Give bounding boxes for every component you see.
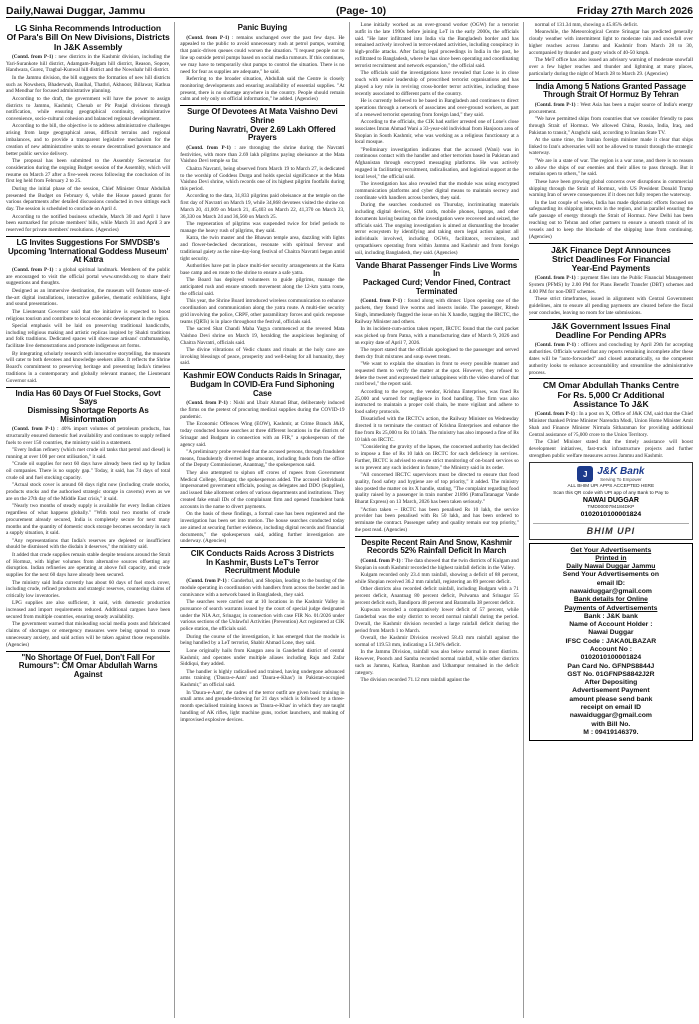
divider [6,651,170,652]
headline-vaishno-devi[interactable]: Surge Of Devotees At Mata Vaishno Devi Shrine During Navratri, Over 2.69 Lakh Offered Prayers [187,107,338,143]
article-cm-thanks-body: (Contd. from P-1) : In a post on X, Office of J&K CM, said that the Chief Minister thanked Prime Minister Narendra Modi, Union Home Minister Amit Shah and Finance Minister Nirmala Sitharaman for providing additional Central assistance of ?5,000 crore to the Union Territory. The Chief Minister stated that the timely assistance will boost development initiatives, fast-track infrastructure projects and further strengthen public welfare measures across Jammu and Kashmir. [528,411,693,459]
column-2 [180,22,349,1018]
jk-bank-logo-icon: J [577,466,593,482]
article-cik-raids-continued: Lone initially worked as an over-ground worker (OGW) for a terrorist outfit in the late 1990s before joining LeT in the early 2000s, the officials said. "He later infiltrated into India via the Bangladesh border and has remained actively involved in terror-related activities, including conspiracy in high-profile attacks. After facing legal proceedings in India in the past, he exfiltrated to Bangladesh, where he has since been operating and coordinating terrorist recruitment and network expansion," the official said. The officials said the investigations have revealed that Lone is in close touch with senior leadership of proscribed terrorist organisations and has played a key role in reviving cross-border terror activities, including those recently associated to different parts of the country. He is currently believed to be based in Bangladesh and continues to direct operations through a network of associates and over-ground workers, as part of a renewed terrorist operating from foreign land," they said. According to the officials, the CIK had earlier arrested one of Lone's close associates Imran Ahmad Wani a 33-year-old individual from Hanjoora area of Shopian in South Kashmir, who was working as a religious functionary at a local mosque. "Preliminary investigation indicates that the accused (Wani) was in continuous contact with the handler and other terrorists based in Pakistan and Afghanistan through encrypted messaging platforms. He was actively engaged in facilitating recruitment, radicalisation, and logistical support at the local level," the official said. The investigation has also revealed that the module was using encrypted communication platforms and cyber digital means to maintain secrecy and coordinate with handlers across borders, they said. During the searches conducted on Thursday, incriminating materials including digital devices, SIM cards, mobile phones, laptops, and other documents having bearing on the investigation were recovered and seized, the officials said. The ongoing investigation is aimed at dismantling the broader terror ecosystem by identifying and taking stern legal action against all individuals involved, including OGWs, facilitators, recruiters, and sympathisers operating from within Jammu and Kashmir and from foreign soil, including Bangladesh, they said. (Agencies) [354,22,519,256]
headline-cik-raids[interactable]: CIK Conducts Raids Across 3 Districts In Kashmir, Busts LeT's Terror Recruitment Module [190,549,334,576]
article-cik-raids-body: (Contd. from P-1) : Ganderbal, and Shopian, leading to the busting of the module operating in coordination with handlers from across the border and in connivance with a network based in Bangladesh, they said. The searches were carried out at 10 locations in the Kashmir Valley in pursuance of search warrants issued by the court of special judge designated under the NIA Act, Srinagar, in connection with case FIR No. 01/2026 under various sections of the Unlawful Activities (Prevention) Act registered at CIK police station, the officials said. During the course of the investigation, it has emerged that the module is being handled by a LeT terrorist, Shabir Ahmad Lone, they said. Lone originally hails from Kangan area in Ganderbal district of central Kashmir, and operates under multiple aliases including Raju and Zafar Siddiqui, they added. The handler is highly radicalised and trained, having undergone advanced arms training ('Daura-e-Aam' and 'Daura-e-Khas') in Pakistan-occupied Kashmir," an official said. In 'Daura-e-Aam', the cadres of the terror outfit are given basic training in small arms and grenade-throwing for 21 days which is followed by a three-month specialised training known as 'Daura-e-Khas' in which they are taught handling of AK rifles, light machine guns, rocket launchers, and making of improvised explosive devices. [180,578,345,723]
article-kashmir-rainfall-body: (Contd. from P-1) : The data showed that the twin districts of Kulgam and Shopian in south Kashmir recorded the highest rainfall deficits in the Valley. Kulgam recorded only 23.4 mm rainfall, showing a deficit of 88 percent, while Shopian received 36.2 mm rainfall, registering an 89 percent deficit. Other districts also recorded deficit rainfall, including Budgam with a 71 percent deficit, Anantnag 80 percent deficit, Pulwama and Srinagar 55 percent deficit each, Bandipora 48 percent and Baramulla 38 percent deficit. Kupwara recorded a comparatively lower deficit of 57 percent, while Ganderbal was the only district to record normal rainfall during the period. Overall, the Kashmir division recorded a large rainfall deficit during the period from March 1 to March. Overall, the Kashmir Division received 58.43 mm rainfall against the normal of 119.53 mm, indicating a 51.94% deficit. In the Jammu Division, rainfall was also below normal in most districts. However, Poonch and Samba recorded normal rainfall, while other districts such as Jammu, Kathua, Ramban and Udhampur remained in the deficit category. The division recorded 71.12 mm rainfall against the [354,558,519,683]
article-vande-bharat-body: (Contd. from P-1) : found along with dinner. Upon opening one of the packets, they found live worms and insects inside. The passenger, Ritesh Singh, immediately flagged the issue on his X handle, tagging the IRCTC, the Railway Minister and others. In its incident-cum-action taken report, IRCTC found that the curd packet was picked up from Patna, with a manufacturing date of March 9, 2026 and an expiry date of April 7, 2026. The report stated that the officials apologised to the passenger and served them dry fruit mixtures and soup sweet treats. "We want to explain the situation in front to every possible manner and requested them to verify the matter at the spot. However, they refused to delete the tweet and expressed their unhappiness with the video shared of that curd bowl," the report said. According to the report, the vendor, Krishna Enterprises, was fined Rs 25,000 and warned for negligence in food handling. The firm was also instructed to maintain a proper cold chain, be more vigilant and adhere to food safety protocols. Dissatisfied with the IRCTC's action, the Railway Minister on Wednesday directed it to terminate the contract of Krishna Enterprises and enhance the fine from Rs 25,000 to Rs 10 lakh. The ministry has also imposed a fine of Rs 10 lakh on IRCTC. "Considering the gravity of the lapses, the concerned authority has decided to impose a fine of Rs 10 lakh on IRCTC for such deficiency in services. Further, IRCTC is advised to ensure strict monitoring of on-board services so as to prevent any such incident in future," the Ministry said in its order. "All concerned IRCTC supervisors must be directed to ensure that food quality, food safety and hygiene are of top priority," it added. The ministry also posted the matter on its X handle, stating, "The complaint regarding food quality raised by a passenger in train number 21896 (PatnaTatanagar Vande Bharat Express) on 13 March, 2026 has been taken seriously." "Action taken -- IRCTC has been penalised Rs 10 lakh, the service provider has been penalised with Rs 50 lakh, and has been ordered to terminate the contract. Passenger safety and quality remain our top priority," the post read. (Agencies) [354,298,519,533]
divider [529,243,693,244]
article-fuel-stocks-body: (Contd. from P-1) : 40% import volumes of petroleum products, has structurally ensured domestic fuel availability and continues to supply refined fuels to over 150 countries, the ministry said in a statement. "Every Indian refinery (which met crude oil tanks that petrol and diesel) is running at over 100 per cent utilisation," it said. "Crude oil supplies for next 60 days have already been tied up by Indian oil companies. There is no supply gap." Today, it said, has 74 days of total crude oil and fuel stocking capacity. "Actual stock cover is around 60 days right now (including crude stocks, products stocks and the authorised strategic storage in caverns) even as we are on the 27th day of the Middle East crisis," it said. "Nearly two months of steady supply is available for every Indian citizen regardless of what happens globally." "With total two months of crude procurement already secured, India is completely secure for next many months and the quantity of domestic stock storage becomes secondary in such a supply situation, it said. "Any representations that India's reserves are depleted or insufficient should be dismissed with the disdain it deserves," the ministry said. It added that crude supplies remain stable despite tensions around the Strait of Hormuz, with higher volumes from alternative sources offsetting any disruption. Indian refineries are operating at above full capacity, and crude supplies for the next 60 days have already been secured. The ministry said India currently has about 60 days of fuel stock cover, including crude, refined products and strategic reserves, countering claims of critically low inventories. LPG supplies are also sufficient, it said, with domestic production increased and import requirements reduced. Additional cargoes have been secured from multiple countries, ensuring steady availability. The government warned that misleading social media posts and fabricated claims of shortages or emergency measures were being spread to create unnecessary anxiety, and said action will be taken against those responsible. (Agencies) [6,426,171,648]
masthead-publication: Daily,Nawai Duggar, Jammu [6,4,146,17]
divider [6,236,170,237]
headline-panic-buying[interactable]: Panic Buying [237,23,288,32]
headline-finance-deadlines[interactable]: J&K Finance Dept Announces Strict Deadlines For Financial Year-End Payments [550,244,671,274]
bank-tagline: Serving To Empower [600,477,642,483]
headline-vande-bharat[interactable]: Vande Bharat Passenger Finds Live Worms In Packaged Curd; Vendor Fined, Contract Terminated [356,260,518,296]
article-hormuz-body: (Contd. from P-1) : West Asia has been a major source of India's energy procurement. "We have permitted ships from countries that we consider friendly to pass through Strait of Hormuz. We allowed China, Russia, India, Iraq, and Pakistan to transit," Araghchi said, according to Iranian State TV. At the same time, the Iranian foreign minister made it clear that ships linked to Iran's adversaries will not be allowed to transit through the strategic waterway. "We are in a state of war. The region is a war zone, and there is no reason to allow the ships of our enemies and their allies to pass through. But it remains open to others," he said. These have been growing global concerns over disruptions in commercial shipping through the Strait of Hormuz, with US President Donald Trump warning Iran of severe consequences if it does not fully reopen the waterway. In the last couple of weeks, India has made diplomatic efforts focused on safeguarding its shipping interests in the region, and in parallel ensuring the safe passage of energy through the Strait of Hormuz. New Delhi has been reaching out to Tehran and other partners to ensure a smooth transit of its vessels and to keep the blockade of the shipping lane from continuing. (Agencies) [528,101,693,240]
article-vaishno-devi-body: (Contd. from P-1) : are thronging the shrine during the Navratri festivities, with more than 2.69 lakh pilgrims paying obeisance at the Mata Vaishno Devi temple so far. Chaitra Navratri, being observed from March 19 to March 27, is dedicated to the worship of Goddess Durga and holds special significance at the Mata Vaishno Devi shrine, which records one of its highest pilgrim footfalls during this period. According to the data, 31,833 pilgrims paid obeisance at the temple on the first day of Navratri on March 19, while 34,868 devotees visited the shrine on March 20, 41,009 on March 21, 45,403 on March 22, 41,370 on March 23, 36,330 on March 24 and 36,560 on March 25. The regeneration of pilgrims was suspended twice for brief periods to manage the heavy rush of pilgrims, they said. Katra, the twin master and the Bhawan temple area, dazzling with lights and flower-bedecked decorations, resonate with spiritual fervour and traditional gaiety as the nine-day-long festival of Chaitra Navratri began amid tight security. Authorities have put in place multi-tier security arrangements at the Katra base camp and en route to the shrine to ensure a safe yatra. The Board has deployed volunteers to guide pilgrims, manage the anticipated rush and ensure smooth movement along the 12-km yatra route, the official said. This year, the Shrine Board introduced wireless communication to enhance coordination and communication along the yatra route. A multi-tier security grid involving the police, CRPF, other paramilitary forces and quick response teams (QRTs) is in place throughout the festival, officials said. The sacred Shat Chandi Maha Yagya commenced at the revered Mata Vaishno Devi shrine on March 19, heralding the auspicious beginning of Chaitra Navratri, officials said. The divine vibrations of Vedic chants and rituals at the holy cave are invoking blessings of peace, prosperity and well-being for all humanity, they said. [180,144,345,367]
headline-smvdsb-museum[interactable]: LG Invites Suggestions For SMVDSB's Upcoming 'International Goddess Museum' At Katra [7,237,169,265]
contact-phone[interactable]: M : 09419146379. [583,728,639,736]
account-number: 0102010100001824 [580,511,642,519]
upi-accepted-text: ALL BHIM UPI APPS ACCEPTED HERE [567,484,655,490]
scan-instruction: Scan this QR code with UPI app of any Bank to Pay to [553,490,669,496]
headline-eow-raids[interactable]: Kashmir EOW Conducts Raids In Srinagar, Budgam In COVID-Era Fund Siphoning Case [183,371,342,398]
article-finance-body: (Contd. from P-1) : payment files into the Public Financial Management System (PFMS) by 2.00 PM for Plans Benefit Transfer (DBT) schemes and 4.00 PM for non-DBT schemes. These strict timeframes, issued in alignment with Central Government guidelines, aim to ensure all pending payments are cleared before the fiscal year concludes, leaving no room for late submissions. [528,275,693,316]
article-rainfall-continued: normal of 131.34 mm, showing a 45.85% deficit. Meanwhile, the Meteorological Centre Srinagar has predicted generally cloudy weather with intermittent light to moderate rain and snowfall over higher reaches across Jammu and Kashmir from March 28 to 30, accompanied by thunder and gusty winds of 40-50 kmph. The MeT office has also issued an advisory warning of moderate snowfall over a few higher reaches and thunder and lightning at many places, particularly during the night of March 28 to March 29. (Agencies) [528,22,693,77]
article-lg-sinha-body: (Contd. from P-1) : new districts in the Kashmir division, including the Yari-Surankote hill district, Adamgam-Palgam hill district, Reason, Sopore, Handwara, Gurez, Tragbal-Kunwal hill district and the Nowshahr hill district. In the Jammu division, the bill suggests the formation of new hill districts such as Nowshera, Bhaderwah, Banihal, Thathri, Akhnoor, Billawar, Kathua and Mendhar for focused administrative planning. According to the draft, the government will have the power to assign districts to Jammu, Kashmir, Chenab or Pir Panjal divisions through notification, while ensuring geographical continuity, administrative convenience, socio-cultural cohesion and balanced regional development. According to the bill, the objective is to address administrative challenges arising from large geographical areas, difficult terrains and regional imbalances, and to provide a transparent legislative mechanism for the creation of new administrative units to ensure decentralised governance and better public service delivery. The proposal has been submitted to the Assembly Secretariat for consideration during the ongoing Budget session of the Assembly, which will resume on March 27 after a five-week recess following the conclusion of its first leg held from February 2 to 25. During the initial phase of the session, Chief Minister Omar Abdullah presented the Budget on February 6, while the House passed grants for various departments after detailed discussions conducted in two sittings each day. The session is scheduled to conclude on April 4. According to the notified business schedule, March 30 and April 1 have been earmarked for private members' bills, while March 31 and April 3 are reserved for private members' resolutions. (Agencies) [6,53,171,234]
article-smvdsb-body: (Contd. from P-1) : a global spiritual landmark. Members of the public are encouraged to visit the official portal www.smvdsb.org to share their suggestions and thoughts. Designed as an immersive destination, the museum will feature state-of-the-art digital installations, interactive galleries, thematic exhibitions, light and sound presentations. The Lieutenant Governor said that the initiative is expected to boost religious tourism and contribute to local economic development in the region. Special emphasis will be laid on preserving traditional handicrafts, including religious making and artistic replicas inspired by Shakti traditions and folk traditions. Dedicated spaces will showcase artisans' craftsmanship, facilitate live demonstrations and promote indigenous art forms. By integrating scholarly research with innovative storytelling, the museum will cater to both devotees and knowledge seekers alike. It reflects the Shrine Board's commitment to preserving heritage and presenting India's timeless traditions in a contemporary and globally relevant manner, the Lieutenant Governor said. [6,266,171,384]
divider [180,369,344,370]
headline-apr-deadline[interactable]: J&K Government Issues Final Deadline For Pending APRs [551,320,671,340]
divider [180,547,344,548]
payee-name: NAWAI DUGGAR [582,496,639,504]
divider [529,378,693,379]
divider [355,259,519,260]
divider [529,319,693,320]
contact-email-2[interactable]: nawaiduggar@gmail.com [569,712,652,720]
masthead-date: Friday 27th March 2026 [576,4,693,17]
article-panic-buying-body: (Contd. from P-1) : remains unchanged over the past few days. He appealed to the public to avoid unnecessary rush at petrol pumps, warning that panic-driven queues could worsen the situation. "I request people not to line up outside petrol pumps based on social media rumours. If this continues, we may have to temporarily shut pumps to control the situation. There is no need for fear as supplies are adequate," he said. Referring to the broader situation, Abdullah said the Centre is closely monitoring developments and ensuring availability of essential supplies. "At present, there is no shortage anywhere in the country. People should remain calm and rely only on official information," he added. (Agencies) [180,34,345,103]
column-3 [355,22,524,1018]
bank-name: J&K Bank [597,466,645,478]
divider [180,105,344,106]
divider [6,387,170,388]
divider [355,536,519,537]
article-apr-body: (Contd. from P-1) : officers and concluding by April 29th for accepting authorities. Officials warned that any reports remaining incomplete after these dates will be "auto-forwarded" and closed automatically, so the competent authority looks to enhance accountability and streamline the administrative process. [528,342,693,376]
advertisement-info-box: Get Your Advertisements Printed in Daily Nawai Duggar Jammu Send Your Advertisements on email ID: nawaiduggar@gmail.com Bank details for Online Payments of Advertisements Bank : J&K bank Name of Account Holder : Nawai Duggar IFSC Code : JAKA0LBAZAR Account No : 0102010100001824 Pan Card No. GFNPS8844J GST No. 01GFNPS8842J2R After Depositing Advertisement Payment amount please send bank receipt on email ID nawaiduggar@gmail.com with Bill No. M : 09419146379. [529,543,693,741]
masthead [6,4,693,18]
bhim-upi-logo-icon: BHIM UPI [533,523,689,536]
masthead-page-number: (Page- 10) [335,4,387,17]
headline-no-shortage-fuel[interactable]: "No Shortage Of Fuel, Don't Fall For Rumours": CM Omar Abdullah Warns Against [18,652,158,679]
contact-email[interactable]: nawaiduggar@gmail.com [569,588,652,596]
column-4 [529,22,693,1018]
column-1 [6,22,175,1018]
headline-kashmir-rainfall[interactable]: Despite Recent Rain And Snow, Kashmir Records 52% Rainfall Deficit In March [361,537,513,556]
upi-id: TMD0000794184DKP [587,505,635,511]
bank-qr-advertisement [529,462,693,539]
divider [529,80,693,81]
headline-strait-of-hormuz[interactable]: India Among 5 Nations Granted Passage Through Strait Of Hormuz By Tehran [535,81,686,100]
article-eow-raids-body: (Contd. from P-1) : Nishi and Ubair Ahmad Bhat, deliberately induced the firms on the pretext of procuring medical supplies during the COVID-19 pandemic. The Economic Offences Wing (EOW), Kashmir, at Crime Branch J&K, today conducted house searches at three different locations in the districts of Srinagar and Budgam in connection with an FIR," a spokesperson of the agency said. "A preliminary probe revealed that the accused persons, through fraudulent means, fraudulently diverted huge amounts, including funds from the office of the Deputy Commissioner, Anantnag," the spokesperson said. They also attempted to siphon off crores of rupees from Government Medical College, Srinagar, the spokesperson added. The accused individuals impersonated government officials, posing as delegates and DDO (Supplies), and issued fake allotment orders of various departments and institutions. They created fake email IDs of the complainant firm and opened fraudulent bank accounts in the name to divert payments. On the basis of these findings, a formal case has been registered and the investigation has been set into motion. The house searches conducted today are aimed at securing further evidence, including digital records and financial documents," the spokesperson said, adding further investigation are underway. (Agencies) [180,400,345,545]
headline-lg-sinha[interactable]: LG Sinha Recommends Introduction Of Para's Bill On New Divisions, Districts In J&K Assembly [6,23,170,52]
article-columns [6,22,693,1018]
headline-cm-thanks-centre[interactable]: CM Omar Abdullah Thanks Centre For Rs. 5,000 Cr Additional Assistance To J&K [542,380,679,409]
headline-fuel-stocks[interactable]: India Has 60 Days Of Fuel Stocks, Govt Says Dismissing Shortage Reports As Misinformation [15,388,161,424]
